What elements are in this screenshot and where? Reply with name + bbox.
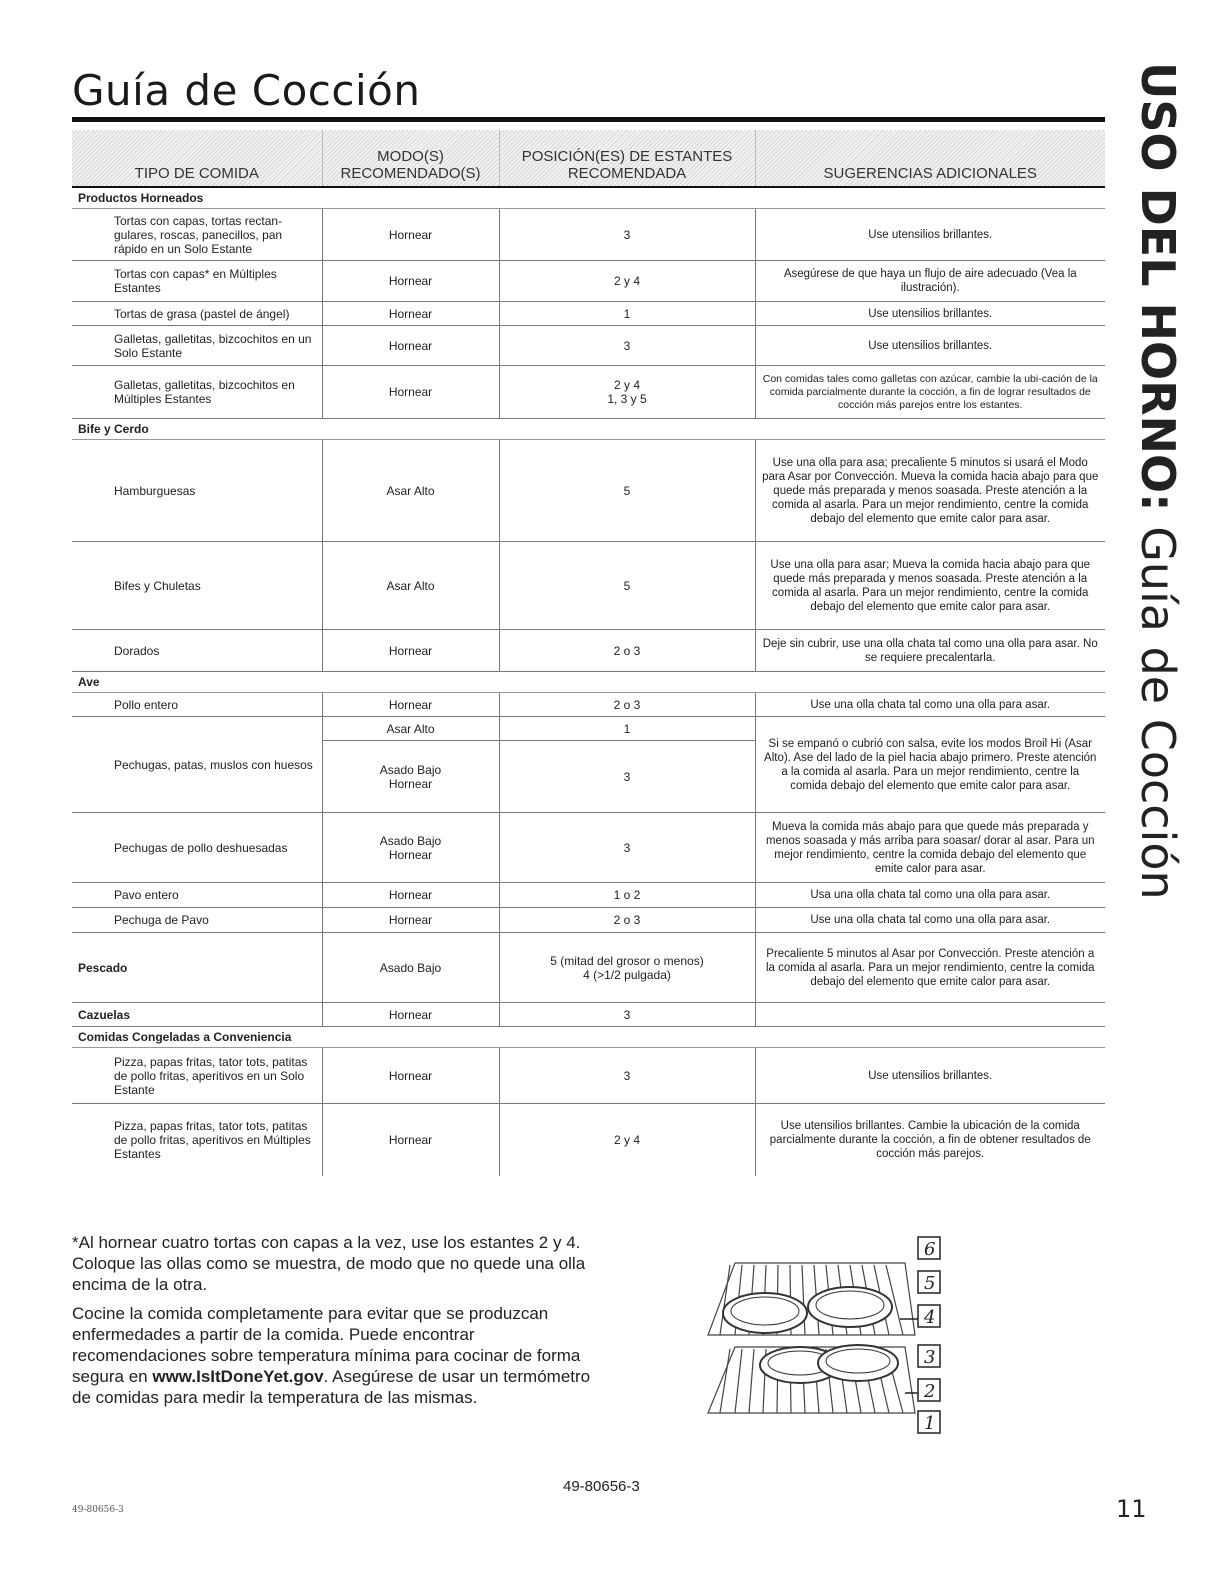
page-title: Guía de Cocción bbox=[72, 66, 421, 115]
mode-cell: Asado Bajo bbox=[322, 933, 499, 1003]
rack-cell: 3 bbox=[499, 209, 755, 261]
rack-label: 4 bbox=[924, 1307, 936, 1328]
tip-cell: Use utensilios brillantes. Cambie la ubicación de la comida parcialmente durante la cocción, a fin de obtener resultados de cocción más parejos. bbox=[755, 1104, 1105, 1176]
tip-cell: Si se empanó o cubrió con salsa, evite los modos Broil Hi (Asar Alto). Ase del lado de la piel hacia abajo primero. Preste atención a la comida al asarla. Para un mejor rendimiento, centre la comida debajo del elemento que emite calor para asar. bbox=[755, 717, 1105, 813]
food-cell: Hamburguesas bbox=[72, 440, 322, 542]
tip-cell: Use utensilios brillantes. bbox=[755, 1048, 1105, 1104]
footnote bbox=[72, 1232, 592, 1416]
mode-line1: Asado Bajo bbox=[379, 762, 442, 777]
mode-cell bbox=[322, 741, 499, 813]
pan-upper-left bbox=[723, 1293, 807, 1333]
header-mode-line1: MODO(S) bbox=[377, 148, 444, 165]
rack-cell: 5 bbox=[499, 440, 755, 542]
rack-cell: 2 y 4 bbox=[499, 261, 755, 302]
rack-label: 2 bbox=[924, 1381, 936, 1402]
food-cell: Tortas con capas, tortas rectan-gulares, roscas, panecillos, pan rápido en un Solo Estante bbox=[72, 209, 322, 261]
table-row bbox=[72, 813, 1105, 883]
rack-label: 1 bbox=[924, 1413, 936, 1434]
food-cell: Tortas con capas* en Múltiples Estantes bbox=[72, 261, 322, 302]
table-row bbox=[72, 883, 1105, 908]
food-cell: Tortas de grasa (pastel de ángel) bbox=[72, 302, 322, 326]
food-cell: Dorados bbox=[72, 630, 322, 672]
side-tab bbox=[1128, 62, 1188, 900]
cooking-guide-table bbox=[72, 130, 1105, 1176]
table-row bbox=[72, 693, 1105, 717]
tip-cell: Use una olla chata tal como una olla para asar. bbox=[755, 693, 1105, 717]
rack-label: 5 bbox=[924, 1273, 936, 1294]
rack-line2: 4 (>1/2 pulgada) bbox=[583, 967, 671, 982]
tip-cell: Use una olla para asar; Mueva la comida hacia abajo para que quede más preparada y menos soasada. Preste atención a la comida al asarla. Para un mejor rendimiento, centre la comida debajo del elemento que emite calor para asar. bbox=[755, 542, 1105, 630]
table-row bbox=[72, 630, 1105, 672]
side-tab-light: Guía de Cocción bbox=[1131, 526, 1185, 900]
footnote-paragraph-2 bbox=[72, 1303, 592, 1408]
tip-cell: Use una olla para asa; precaliente 5 minutos si usará el Modo para Asar por Convección. Mueva la comida hacia abajo para que quede más preparada y menos soasada. Preste atención a la comida al asarla. Para un mejor rendimiento, centre la comida debajo del elemento que emite calor para asar. bbox=[755, 440, 1105, 542]
mode-cell: Asar Alto bbox=[322, 440, 499, 542]
rack-cell: 2 o 3 bbox=[499, 693, 755, 717]
rack-line2: 1, 3 y 5 bbox=[607, 392, 647, 406]
table-row bbox=[72, 1003, 1105, 1027]
footnote-paragraph-1: *Al hornear cuatro tortas con capas a la vez, use los estantes 2 y 4. Coloque las ollas como se muestra, de modo que no quede una olla encima de la otra. bbox=[72, 1233, 586, 1294]
table-row bbox=[72, 366, 1105, 419]
mode-cell: Asar Alto bbox=[322, 717, 499, 741]
mode-cell bbox=[322, 813, 499, 883]
table-row bbox=[72, 1104, 1105, 1176]
header-tips: SUGERENCIAS ADICIONALES bbox=[755, 130, 1105, 187]
rack-cell: 5 bbox=[499, 542, 755, 630]
document-number: 49-80656-3 bbox=[563, 1478, 640, 1495]
mode-line2: Hornear bbox=[388, 847, 433, 862]
tip-cell: Usa una olla chata tal como una olla para asar. bbox=[755, 883, 1105, 908]
food-cell: Galletas, galletitas, bizcochitos en un Solo Estante bbox=[72, 326, 322, 366]
header-rack-line1: POSICIÓN(ES) DE ESTANTES bbox=[521, 148, 733, 165]
tip-cell: Use utensilios brillantes. bbox=[755, 326, 1105, 366]
rack-label: 6 bbox=[924, 1239, 936, 1260]
header-mode bbox=[322, 130, 499, 187]
pan-lower-right bbox=[818, 1345, 898, 1381]
tip-cell: Use utensilios brillantes. bbox=[755, 302, 1105, 326]
rack-cell: 1 bbox=[499, 302, 755, 326]
mode-cell: Asar Alto bbox=[322, 542, 499, 630]
small-document-code: 49-80656-3 bbox=[72, 1505, 124, 1515]
rack-cell: 3 bbox=[499, 1048, 755, 1104]
food-cell: Pechugas de pollo deshuesadas bbox=[72, 813, 322, 883]
table-row bbox=[72, 326, 1105, 366]
food-cell: Pizza, papas fritas, tator tots, patitas de pollo fritas, aperitivos en Múltiples Estantes bbox=[114, 1118, 311, 1161]
rack-cell: 3 bbox=[499, 326, 755, 366]
rack-cell: 3 bbox=[499, 741, 755, 813]
mode-cell: Hornear bbox=[322, 209, 499, 261]
footnote-text-post: . Asegúrese de usar un termómetro de comidas para medir la temperatura de las mismas. bbox=[72, 1367, 591, 1407]
mode-cell: Hornear bbox=[322, 1104, 499, 1176]
header-mode-line2: RECOMENDADO(S) bbox=[340, 165, 481, 182]
rack-label: 3 bbox=[924, 1347, 936, 1368]
tip-cell: Deje sin cubrir, use una olla chata tal como una olla para asar. No se requiere precalentarla. bbox=[755, 630, 1105, 672]
rack-line1: 5 (mitad del grosor o menos) bbox=[550, 953, 704, 968]
category-casseroles: Cazuelas bbox=[72, 1003, 322, 1027]
pan-upper-right bbox=[808, 1287, 892, 1327]
mode-cell: Hornear bbox=[322, 366, 499, 419]
table-row bbox=[72, 209, 1105, 261]
rack-cell: 2 o 3 bbox=[499, 630, 755, 672]
table-row bbox=[72, 302, 1105, 326]
category-row bbox=[72, 672, 1105, 693]
table-row bbox=[72, 440, 1105, 542]
rack-cell: 2 y 4 bbox=[499, 1104, 755, 1176]
rack-cell: 2 o 3 bbox=[499, 908, 755, 933]
tip-cell: Asegúrese de que haya un flujo de aire adecuado (Vea la ilustración). bbox=[755, 261, 1105, 302]
mode-cell: Hornear bbox=[322, 693, 499, 717]
mode-cell: Hornear bbox=[322, 302, 499, 326]
category-fish: Pescado bbox=[72, 933, 322, 1003]
category-baked: Productos Horneados bbox=[72, 187, 1105, 209]
food-cell: Pechuga de Pavo bbox=[72, 908, 322, 933]
tip-cell: Use una olla chata tal como una olla para asar. bbox=[755, 908, 1105, 933]
food-cell: Pechugas, patas, muslos con huesos bbox=[72, 717, 322, 813]
tip-cell bbox=[755, 1003, 1105, 1027]
category-frozen: Comidas Congeladas a Conveniencia bbox=[72, 1027, 1105, 1048]
food-cell: Pizza, papas fritas, tator tots, patitas de pollo fritas, aperitivos en un Solo Estante bbox=[72, 1048, 322, 1104]
rack-line1: 2 y 4 bbox=[613, 378, 640, 392]
header-row bbox=[72, 130, 1105, 187]
category-poultry: Ave bbox=[72, 672, 1105, 693]
rack-cell: 1 o 2 bbox=[499, 883, 755, 908]
rack-cell bbox=[499, 366, 755, 419]
food-cell: Pollo entero bbox=[72, 693, 322, 717]
food-cell: Galletas, galletitas, bizcochitos en Múltiples Estantes bbox=[72, 366, 322, 419]
food-cell: Pavo entero bbox=[72, 883, 322, 908]
rack-cell: 3 bbox=[499, 813, 755, 883]
side-tab-text bbox=[1128, 62, 1188, 900]
category-row bbox=[72, 419, 1105, 440]
header-rack bbox=[499, 130, 755, 187]
mode-cell: Hornear bbox=[322, 261, 499, 302]
category-row bbox=[72, 187, 1105, 209]
mode-cell: Hornear bbox=[322, 1048, 499, 1104]
tip-cell: Con comidas tales como galletas con azúcar, cambie la ubi-cación de la comida parcialmente durante la cocción, a fin de lograr resultados de cocción más parejos entre los estantes. bbox=[755, 366, 1105, 419]
table-row bbox=[72, 1048, 1105, 1104]
header-rack-line2: RECOMENDADA bbox=[567, 165, 687, 182]
footnote-text-pre: Cocine la comida completamente para evitar que se produzcan enfermedades a partir de la comida. Puede encontrar recomendaciones sobre temperatura mínima para cocinar de forma segura en bbox=[72, 1304, 581, 1386]
food-safety-link[interactable]: www.IsItDoneYet.gov bbox=[152, 1367, 324, 1386]
side-tab-bold: USO DEL HORNO: bbox=[1131, 62, 1185, 512]
title-rule bbox=[72, 117, 1105, 122]
rack-cell: 3 bbox=[499, 1003, 755, 1027]
mode-cell: Hornear bbox=[322, 908, 499, 933]
header-food-type: TIPO DE COMIDA bbox=[72, 130, 322, 187]
rack-cell bbox=[499, 933, 755, 1003]
mode-cell: Hornear bbox=[322, 630, 499, 672]
tip-cell: Use utensilios brillantes. bbox=[755, 209, 1105, 261]
table-row bbox=[72, 908, 1105, 933]
tip-cell: Mueva la comida más abajo para que quede más preparada y menos soasada y más arriba para soasar/ dorar al asar. Para un mejor rendimiento, centre la comida debajo del elemento que emite calor para asar. bbox=[755, 813, 1105, 883]
table-row bbox=[72, 542, 1105, 630]
mode-line1: Asado Bajo bbox=[379, 833, 442, 848]
category-beef: Bife y Cerdo bbox=[72, 419, 1105, 440]
mode-cell: Hornear bbox=[322, 883, 499, 908]
oven-rack-illustration bbox=[700, 1235, 950, 1435]
food-cell: Bifes y Chuletas bbox=[72, 542, 322, 630]
mode-cell: Hornear bbox=[322, 326, 499, 366]
category-row bbox=[72, 1027, 1105, 1048]
table-row bbox=[72, 717, 1105, 741]
table-row bbox=[72, 261, 1105, 302]
page-number: 11 bbox=[1116, 1495, 1147, 1523]
mode-line2: Hornear bbox=[388, 776, 433, 791]
mode-cell: Hornear bbox=[322, 1003, 499, 1027]
tip-cell: Precaliente 5 minutos al Asar por Convección. Preste atención a la comida al asarla. Para un mejor rendimiento, centre la comida debajo del elemento que emite calor para asar. bbox=[755, 933, 1105, 1003]
rack-cell: 1 bbox=[499, 717, 755, 741]
table-row bbox=[72, 933, 1105, 1003]
